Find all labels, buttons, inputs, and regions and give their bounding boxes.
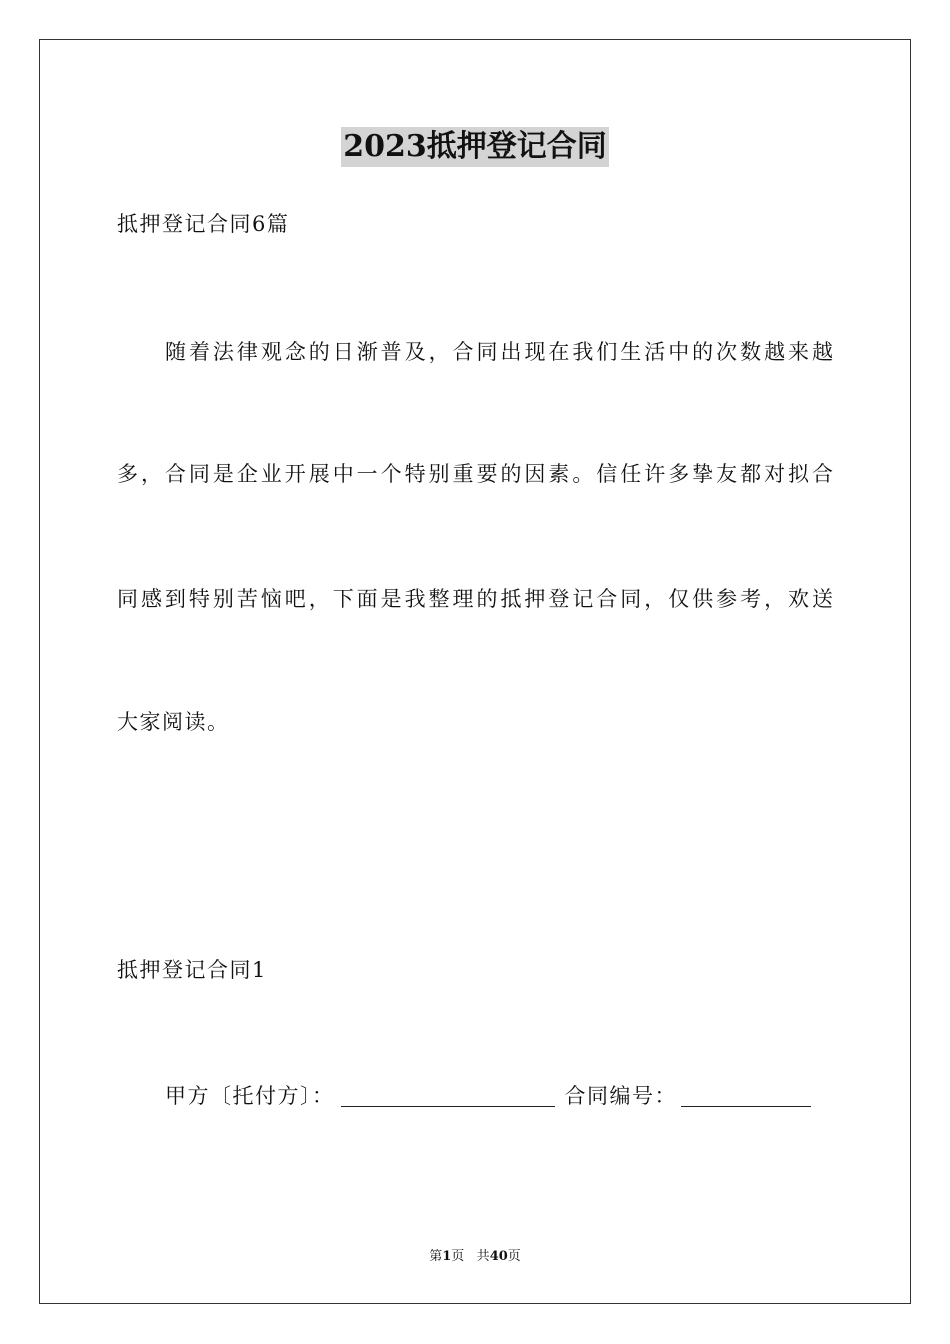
total-suffix: 页 xyxy=(507,1249,521,1264)
title-container xyxy=(0,127,950,167)
intro-line-3: 同感到特别苦恼吧，下面是我整理的抵押登记合同，仅供参考，欢送 xyxy=(117,587,833,611)
section-heading: 抵押登记合同1 xyxy=(117,958,267,982)
contract-number-blank xyxy=(681,1086,811,1107)
intro-line-2: 多，合同是企业开展中一个特别重要的因素。信任许多挚友都对拟合 xyxy=(117,462,833,486)
party-a-blank xyxy=(341,1086,555,1107)
intro-line-1: 随着法律观念的日渐普及，合同出现在我们生活中的次数越来越 xyxy=(165,340,833,364)
page-footer xyxy=(0,1248,950,1266)
page-prefix: 第 xyxy=(429,1249,443,1264)
intro-line-4: 大家阅读。 xyxy=(117,710,230,734)
party-row xyxy=(117,1081,833,1111)
document-title: 2023抵押登记合同 xyxy=(341,127,609,167)
contract-number-label: 合同编号： xyxy=(564,1084,677,1108)
page-suffix: 页 xyxy=(451,1249,465,1264)
total-prefix: 共 xyxy=(476,1249,490,1264)
party-a-label: 甲方〔托付方〕： xyxy=(165,1084,335,1108)
total-pages: 40 xyxy=(489,1249,508,1264)
page-number: 1 xyxy=(442,1249,452,1264)
document-subtitle: 抵押登记合同6篇 xyxy=(117,212,290,236)
